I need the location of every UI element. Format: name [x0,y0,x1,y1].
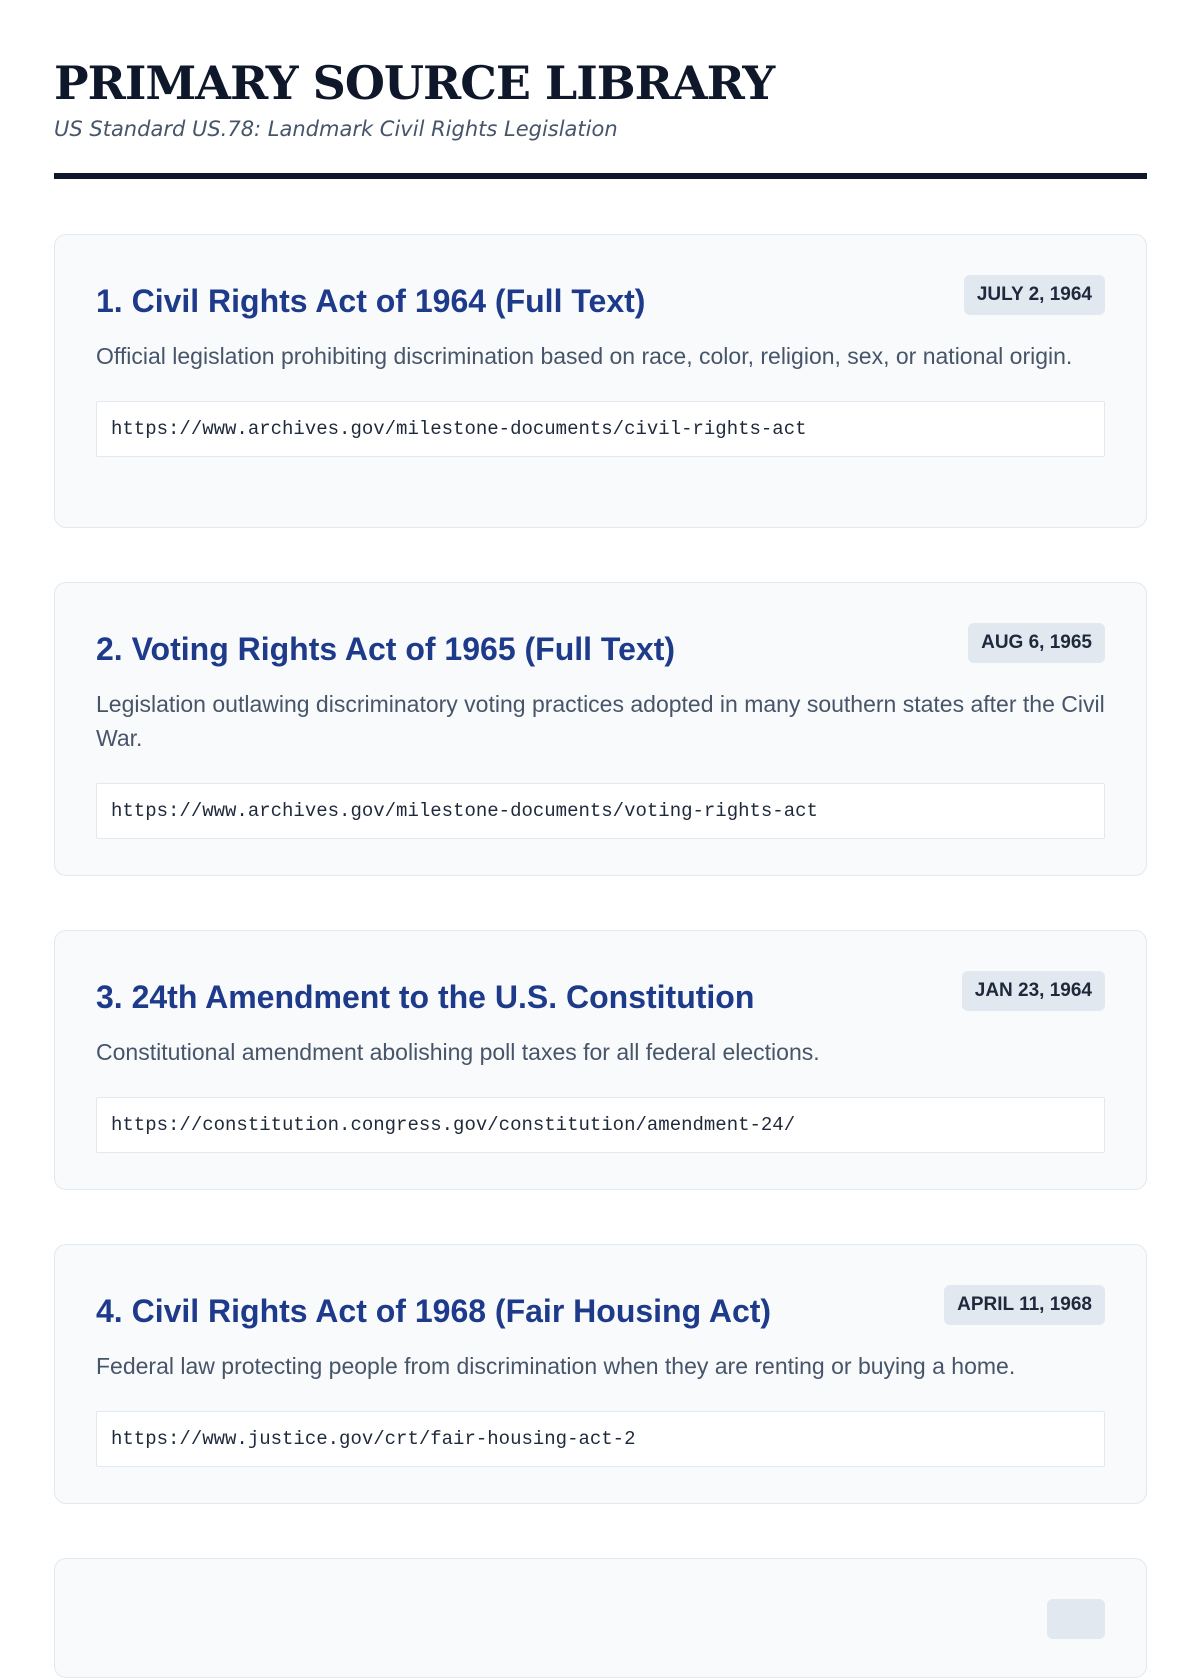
source-description: Federal law protecting people from discrimination when they are renting or buying a home. [96,1353,1016,1379]
source-url[interactable]: https://www.archives.gov/milestone-documents/voting-rights-act [96,783,1105,839]
source-title: 2. Voting Rights Act of 1965 (Full Text) [96,631,675,667]
source-description: Legislation outlawing discriminatory voting practices adopted in many southern states after the Civil War. [96,691,1105,751]
date-badge-empty [1047,1599,1105,1639]
date-badge: AUG 6, 1965 [968,623,1105,663]
source-card-partial [54,1558,1147,1678]
source-url[interactable]: https://constitution.congress.gov/constitution/amendment-24/ [96,1097,1105,1153]
source-title: 4. Civil Rights Act of 1968 (Fair Housing Act) [96,1293,772,1329]
source-card-header [96,1285,1105,1333]
page-title: PRIMARY SOURCE LIBRARY [54,56,775,110]
source-url[interactable]: https://www.justice.gov/crt/fair-housing-act-2 [96,1411,1105,1467]
header-divider [54,173,1147,179]
source-card-header [96,275,1105,323]
date-badge: JULY 2, 1964 [964,275,1105,315]
page-subtitle: US Standard US.78: Landmark Civil Rights Legislation [54,117,618,141]
page-header [54,0,1146,143]
source-card-header [96,971,1105,1019]
source-card [54,930,1147,1190]
date-badge: APRIL 11, 1968 [944,1285,1105,1325]
source-card [54,1244,1147,1504]
source-card [54,234,1147,528]
source-description: Official legislation prohibiting discrimination based on race, color, religion, sex, or national origin. [96,343,1073,369]
source-title: 1. Civil Rights Act of 1964 (Full Text) [96,283,646,319]
source-url[interactable]: https://www.archives.gov/milestone-documents/civil-rights-act [96,401,1105,457]
source-description: Constitutional amendment abolishing poll taxes for all federal elections. [96,1039,820,1065]
source-card-header [96,623,1105,671]
date-badge: JAN 23, 1964 [962,971,1105,1011]
source-card [54,582,1147,876]
source-title: 3. 24th Amendment to the U.S. Constitution [96,979,755,1015]
